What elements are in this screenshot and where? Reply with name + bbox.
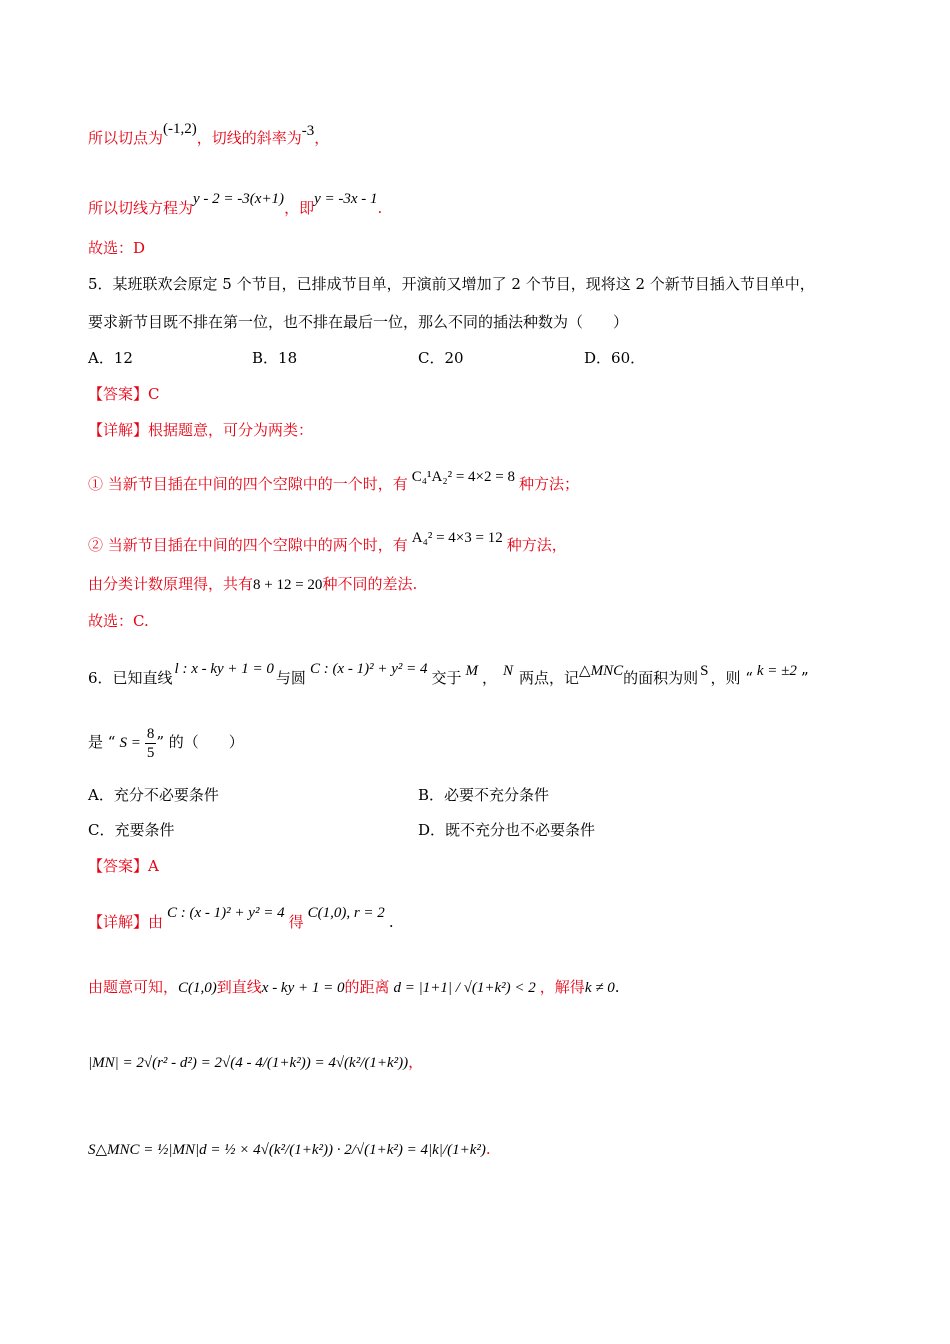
q5-option-a: A．12 xyxy=(88,349,133,367)
line-equation-2: x - ky + 1 = 0 xyxy=(261,980,345,996)
q5-case-2 xyxy=(88,527,567,556)
tangent-equation-line xyxy=(88,188,382,219)
numerator: 8 xyxy=(146,725,155,742)
q6-detail-3 xyxy=(88,1051,423,1074)
text: 6．已知直线 xyxy=(88,669,173,687)
choose-d: 故选：D xyxy=(88,239,146,257)
case-2-formula: A₄² = 4×3 = 12 xyxy=(411,530,503,546)
q6-option-a: A．充分不必要条件 xyxy=(88,786,219,804)
text: 的面积为则 xyxy=(623,669,699,687)
q6-detail-4 xyxy=(88,1138,491,1161)
text: 得 xyxy=(288,913,304,931)
text: 两点，记 xyxy=(519,669,580,687)
tangent-point-line xyxy=(88,118,329,149)
text: . xyxy=(377,199,383,217)
q5-sum xyxy=(88,573,417,596)
tangent-equation-simplified: y = -3x - 1 xyxy=(314,191,378,207)
text: ② 当新节目插在中间的四个空隙中的两个时，有 xyxy=(88,536,408,554)
point-n: N xyxy=(503,663,514,679)
tangent-equation: y - 2 = -3(x+1) xyxy=(193,191,285,207)
text: ，则 “ xyxy=(710,669,753,687)
area-s: S xyxy=(700,663,709,679)
q5-option-b: B．18 xyxy=(252,349,298,367)
tangent-point: (-1,2) xyxy=(163,121,197,137)
text: ， xyxy=(408,1053,424,1071)
s-equals: S = xyxy=(119,735,141,751)
text: 是 “ xyxy=(88,733,116,751)
center-point: C(1,0) xyxy=(178,980,217,996)
circle-equation: C : (x - 1)² + y² = 4 xyxy=(309,661,428,677)
chord-length-formula: |MN| = 2√(r² - d²) = 2√(4 - 4/(1+k²)) = 4√(k²/(1+k²)) xyxy=(88,1055,409,1071)
detail-tag: 【详解】 xyxy=(88,421,149,439)
q5-stem-2: 要求新节目既不排在第一位，也不排在最后一位，那么不同的插法种数为（ ） xyxy=(88,313,629,331)
slope-value: -3 xyxy=(301,123,315,139)
point-m: M xyxy=(465,663,478,679)
text: ” xyxy=(800,669,809,687)
text: . xyxy=(614,978,620,996)
q6-option-d: D．既不充分也不必要条件 xyxy=(418,821,596,839)
q6-detail-1 xyxy=(88,902,394,933)
text: 种方法； xyxy=(518,475,579,493)
q6-detail-2 xyxy=(88,976,619,999)
text: ， xyxy=(482,669,498,687)
sum-formula: 8 + 12 = 20 xyxy=(253,577,323,593)
q6-stem-1 xyxy=(88,658,809,689)
k-nonzero: k ≠ 0 xyxy=(584,980,615,996)
k-condition: k = ±2 xyxy=(756,663,797,679)
detail-tag: 【详解】 xyxy=(88,913,149,931)
text: 由题意可知， xyxy=(88,978,179,996)
line-equation: l : x - ky + 1 = 0 xyxy=(174,661,274,677)
text: 的距离 xyxy=(344,978,390,996)
q6-option-b: B．必要不充分条件 xyxy=(418,786,550,804)
text: ” 的（ ） xyxy=(156,733,244,751)
text: 由 xyxy=(148,913,164,931)
text: 到直线 xyxy=(216,978,262,996)
q6-stem-2 xyxy=(88,722,244,763)
q6-answer: 【答案】A xyxy=(88,857,159,875)
area-formula: S△MNC = ½|MN|d = ½ × 4√(k²/(1+k²)) · 2/√(1+k²) = 4|k|/(1+k²) xyxy=(88,1142,486,1158)
q5-answer: 【答案】C xyxy=(88,385,160,403)
text: ，即 xyxy=(284,199,315,217)
text: ，解得 xyxy=(539,978,585,996)
q5-detail xyxy=(88,419,313,441)
text: . xyxy=(485,1140,491,1158)
text: 根据题意，可分为两类： xyxy=(148,421,314,439)
text: ， xyxy=(314,129,330,147)
q5-option-c: C．20 xyxy=(418,349,464,367)
center-radius: C(1,0), r = 2 xyxy=(307,905,385,921)
distance-formula: d = |1+1| / √(1+k²) < 2 xyxy=(393,980,536,996)
denominator: 5 xyxy=(146,744,155,761)
fraction-8-5 xyxy=(145,725,157,762)
circle-equation-2: C : (x - 1)² + y² = 4 xyxy=(167,905,285,921)
text: 所以切点为 xyxy=(88,129,164,147)
text: ，切线的斜率为 xyxy=(196,129,302,147)
text: 与圆 xyxy=(275,669,306,687)
q5-final: 故选：C. xyxy=(88,612,149,630)
text: 交于 xyxy=(431,669,462,687)
q5-case-1 xyxy=(88,466,579,495)
q6-option-c: C．充要条件 xyxy=(88,821,175,839)
text: 由分类计数原理得，共有 xyxy=(88,575,254,593)
q5-option-d: D．60． xyxy=(584,349,646,367)
triangle-mnc: △MNC xyxy=(579,663,624,679)
case-1-formula: C₄¹A₂² = 4×2 = 8 xyxy=(411,469,515,485)
text: 种不同的差法. xyxy=(322,575,418,593)
text: 种方法， xyxy=(506,536,567,554)
text: 所以切线方程为 xyxy=(88,199,194,217)
text: . xyxy=(388,913,394,931)
q5-stem-1: 5．某班联欢会原定 5 个节目，已排成节目单，开演前又增加了 2 个节目，现将这 2 个新节目插入节目单中， xyxy=(88,275,815,293)
text: ① 当新节目插在中间的四个空隙中的一个时，有 xyxy=(88,475,408,493)
